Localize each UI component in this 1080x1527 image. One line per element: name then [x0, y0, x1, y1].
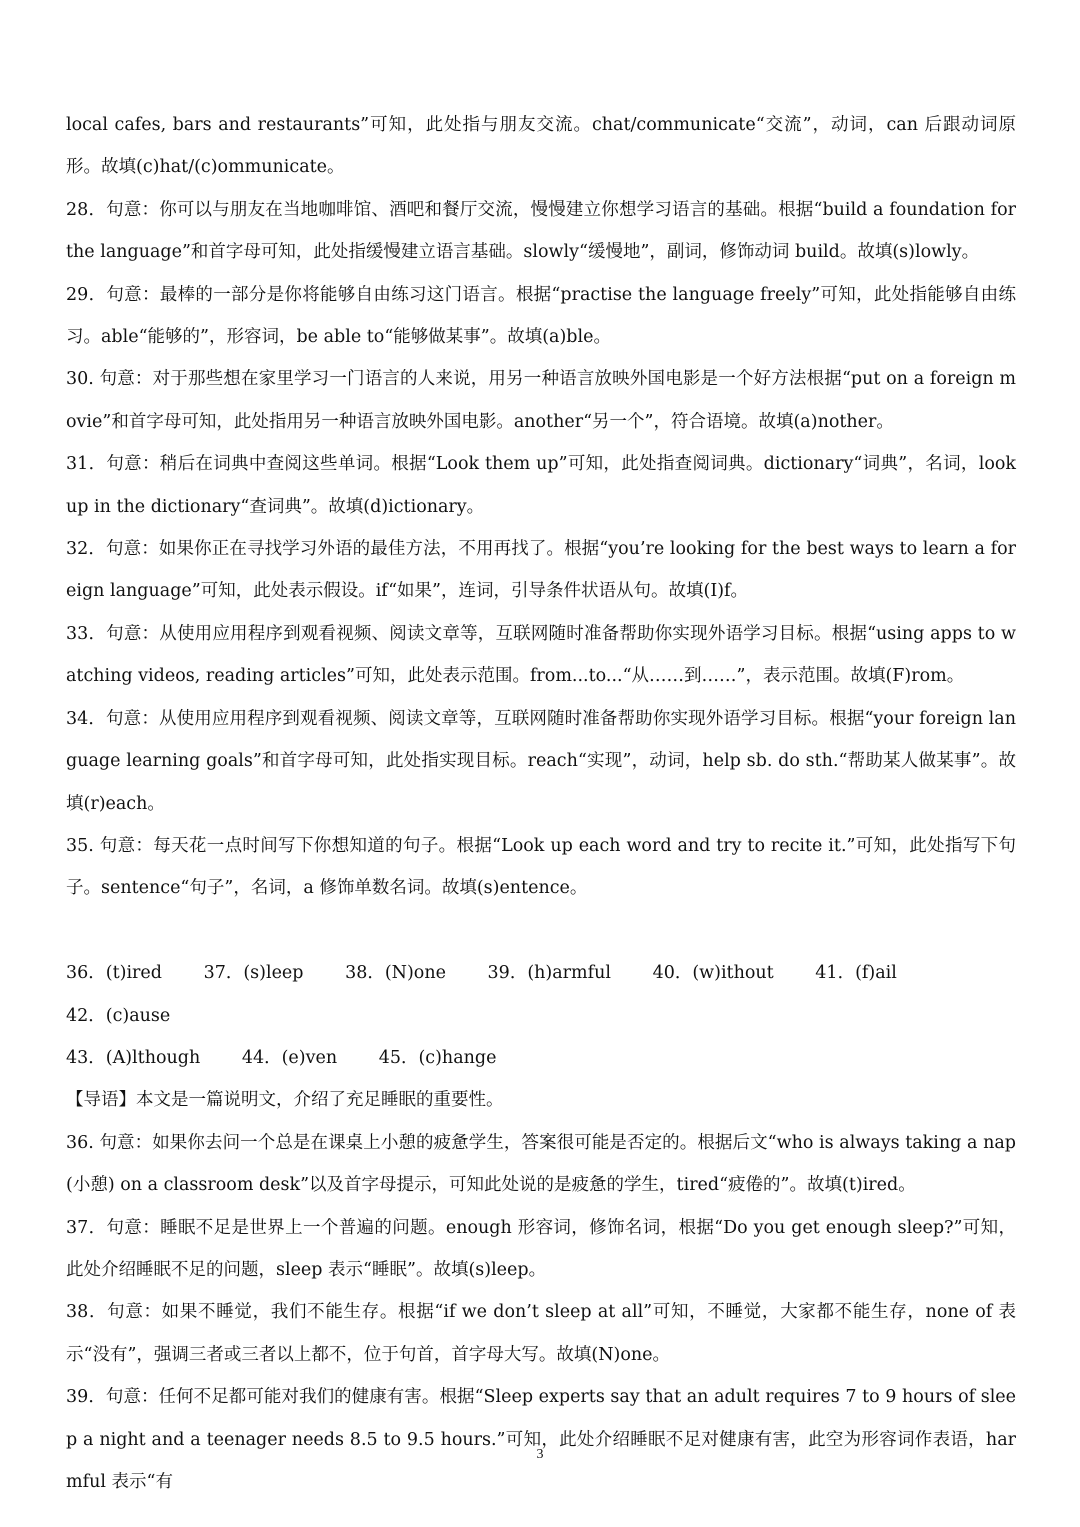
- explanation-paragraph: 35. 句意：每天花一点时间写下你想知道的句子。根据“Look up each word and try to recite it.”可知，此处指写下句子。sentence“句子”，名词，a 修饰单数名词。故填(s)entence。: [66, 835, 1016, 899]
- explanation-paragraph: 38．句意：如果不睡觉，我们不能生存。根据“if we don’t sleep at all”可知，不睡觉，大家都不能生存，none of 表示“没有”，强调三者或三者以上都不，位于句首，首字母大写。故填(N)one。: [66, 1302, 1016, 1365]
- explanation-paragraph: 30. 句意：对于那些想在家里学习一门语言的人来说，用另一种语言放映外国电影是一个好方法根据“put on a foreign movie”和首字母可知，此处指用另一种语言放映外国电影。another“另一个”，符合语境。故填(a)nother。: [66, 369, 1016, 432]
- explanation-paragraph: 32．句意：如果你正在寻找学习外语的最佳方法，不用再找了。根据“you’re looking for the best ways to learn a foreign language”可知，此处表示假设。if“如果”，连词，引导条件状语从句。故填(I)f。: [66, 539, 1016, 602]
- answer-key-row: [66, 952, 1016, 1037]
- answer-item: 45．(c)hange: [378, 1047, 497, 1068]
- guide-paragraph: 【导语】本文是一篇说明文，介绍了充足睡眠的重要性。: [66, 1090, 504, 1111]
- section-gap: [66, 910, 1016, 952]
- explanation-paragraph: local cafes, bars and restaurants”可知，此处指与朋友交流。chat/communicate“交流”，动词，can 后跟动词原形。故填(c)hat/(c)ommunicate。: [66, 115, 1016, 178]
- page-number: 3: [536, 1447, 544, 1462]
- explanation-paragraph: 36. 句意：如果你去问一个总是在课桌上小憩的疲惫学生，答案很可能是否定的。根据后文“who is always taking a nap (小憩) on a classroom desk”以及首字母提示，可知此处说的是疲惫的学生，tired“疲倦的”。故填(t)ired。: [66, 1132, 1016, 1196]
- explanation-paragraph: 39．句意：任何不足都可能对我们的健康有害。根据“Sleep experts say that an adult requires 7 to 9 hours of sleep a night and a teenager needs 8.5 to 9.5 hours.”可知，此处介绍睡眠不足对健康有害，此空为形容词作表语，harmful 表示“有: [66, 1387, 1016, 1492]
- answer-item: 41．(f)ail: [815, 963, 897, 984]
- answer-item: 36．(t)ired: [66, 963, 162, 984]
- explanation-paragraph: 31．句意：稍后在词典中查阅这些单词。根据“Look them up”可知，此处指查阅词典。dictionary“词典”，名词，look up in the dictionary“查词典”。故填(d)ictionary。: [66, 454, 1016, 517]
- explanation-paragraph: 33．句意：从使用应用程序到观看视频、阅读文章等，互联网随时准备帮助你实现外语学习目标。根据“using apps to watching videos, reading articles”可知，此处表示范围。from...to...“从……到……”，表示范围。故填(F)rom。: [66, 623, 1016, 687]
- answer-item: 37．(s)leep: [203, 963, 304, 984]
- answer-item: 40．(w)ithout: [652, 963, 774, 984]
- explanation-paragraph: 34．句意：从使用应用程序到观看视频、阅读文章等，互联网随时准备帮助你实现外语学习目标。根据“your foreign language learning goals”和首字母可知，此处指实现目标。reach“实现”，动词，help sb. do sth.“帮助某人做某事”。故填(r)each。: [66, 708, 1016, 814]
- explanation-paragraph: 28．句意：你可以与朋友在当地咖啡馆、酒吧和餐厅交流，慢慢建立你想学习语言的基础。根据“build a foundation for the language”和首字母可知，此处指缓慢建立语言基础。slowly“缓慢地”，副词，修饰动词 build。故填(s)lowly。: [66, 199, 1016, 263]
- answer-item: 43．(A)lthough: [66, 1047, 201, 1068]
- document-body: [66, 104, 1016, 1503]
- answer-item: 44．(e)ven: [241, 1047, 338, 1068]
- explanation-paragraph: 29．句意：最棒的一部分是你将能够自由练习这门语言。根据“practise the language freely”可知，此处指能够自由练习。able“能够的”，形容词，be able to“能够做某事”。故填(a)ble。: [66, 284, 1016, 348]
- answer-item: 42．(c)ause: [66, 1005, 171, 1026]
- answer-key-row: [66, 1037, 1016, 1079]
- explanation-paragraph: 37．句意：睡眠不足是世界上一个普遍的问题。enough 形容词，修饰名词，根据“Do you get enough sleep?”可知，此处介绍睡眠不足的问题，sleep 表示“睡眠”。故填(s)leep。: [66, 1217, 1016, 1280]
- answer-item: 38．(N)one: [345, 963, 446, 984]
- answer-item: 39．(h)armful: [487, 963, 611, 984]
